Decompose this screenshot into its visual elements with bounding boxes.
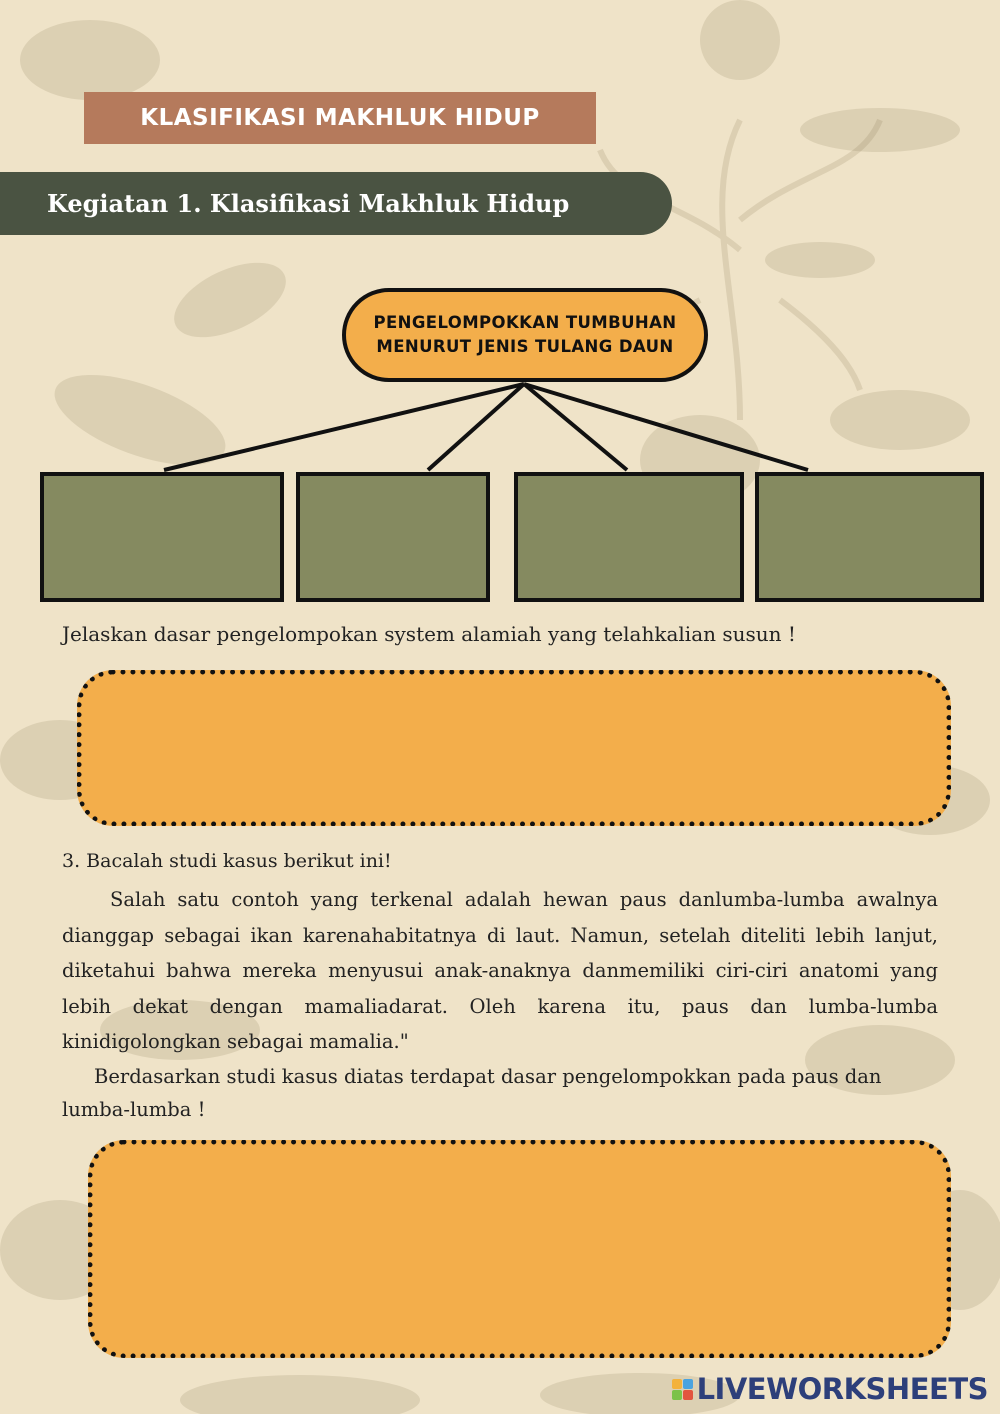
root-node-line-2: MENURUT JENIS TULANG DAUN (376, 337, 674, 356)
liveworksheets-brand-text: LIVEWORKSHEETS (696, 1372, 988, 1406)
leaf-answer-box-3[interactable] (514, 472, 744, 602)
activity-title: Kegiatan 1. Klasifikasi Makhluk Hidup (47, 189, 570, 218)
activity-banner (0, 172, 672, 235)
connector-line-1 (164, 384, 524, 470)
leaf-answer-box-2[interactable] (296, 472, 490, 602)
case-study-paragraph: Salah satu contoh yang terkenal adalah hewan paus danlumba-lumba awalnya dianggap sebagai ikan karenahabitatnya di laut. Namun, setelah diteliti lebih lanjut, diketahui bahwa mereka menyusui anak-anaknya danmemiliki ciri-ciri anatomi yang lebih dekat dengan mamaliadarat. Oleh karena itu, paus dan lumba-lumba kinidigolongkan sebagai mamalia." (62, 888, 938, 1053)
case-study-heading: 3. Bacalah studi kasus berikut ini! (62, 850, 392, 872)
liveworksheets-watermark[interactable] (672, 1372, 988, 1406)
leaf-answer-box-4[interactable] (755, 472, 984, 602)
diagram-root-node (342, 288, 708, 382)
root-node-line-1: PENGELOMPOKKAN TUMBUHAN (373, 313, 677, 332)
liveworksheets-logo-icon (672, 1379, 693, 1400)
question-1-text: Jelaskan dasar pengelompokan system alamiah yang telahkalian susun ! (62, 622, 796, 646)
connector-line-3 (524, 384, 627, 470)
answer-box-2[interactable] (88, 1140, 951, 1358)
answer-box-1[interactable] (77, 670, 951, 826)
worksheet-title: KLASIFIKASI MAKHLUK HIDUP (84, 92, 596, 144)
leaf-answer-box-1[interactable] (40, 472, 284, 602)
connector-line-4 (524, 384, 808, 470)
case-study-question: Berdasarkan studi kasus diatas terdapat dasar pengelompokkan pada paus dan lumba-lumba ! (62, 1065, 882, 1121)
